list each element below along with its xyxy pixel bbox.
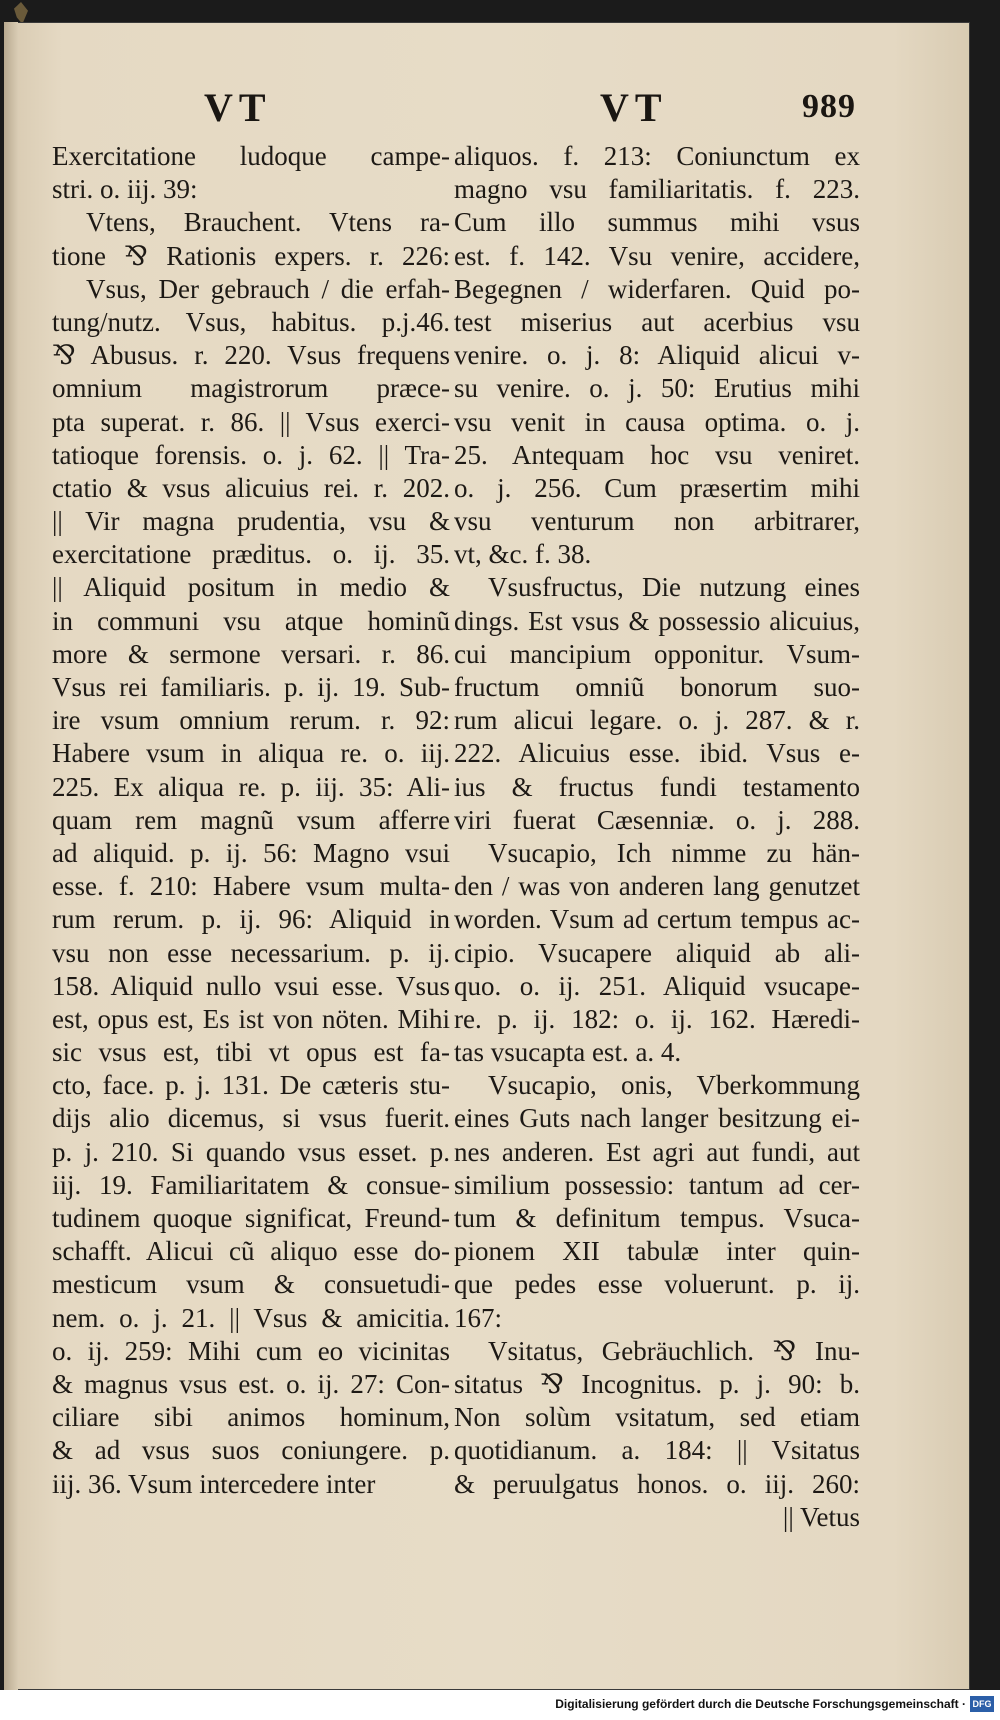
text-line: magno vsu familiaritatis. f. 223. (454, 174, 860, 205)
text-line: rum alicui legare. o. j. 287. & r. (454, 705, 860, 736)
text-line: ad aliquid. p. ij. 56: Magno vsui (52, 837, 450, 868)
text-line: omnium magistrorum præce- (52, 373, 450, 404)
text-line: Vsus rei familiaris. p. ij. 19. Sub- (52, 672, 450, 702)
digitization-footer (0, 1690, 1000, 1720)
text-line: Vsucapio, Ich nimme zu hän- (488, 837, 860, 868)
text-line: aliquos. f. 213: Coniunctum ex (454, 141, 860, 171)
text-line: nem. o. j. 21. || Vsus & amicitia. (52, 1302, 450, 1333)
text-line: que pedes esse voluerunt. p. ij. (454, 1269, 860, 1300)
text-line: Vsusfructus, Die nutzung eines (488, 572, 860, 603)
text-line: sic vsus est, tibi vt opus est fa- (52, 1037, 450, 1068)
text-line: cto, face. p. j. 131. De cæteris stu- (52, 1070, 450, 1101)
text-line: fructum omniũ bonorum suo- (454, 672, 860, 702)
text-line: vt, &c. f. 38. (454, 539, 592, 570)
text-line: Begegnen / widerfaren. Quid po- (454, 273, 860, 304)
right-text-column (454, 140, 860, 1534)
text-line: rum rerum. p. ij. 96: Aliquid in (52, 904, 450, 935)
text-line: eines Guts nach langer besitzung ei- (454, 1103, 860, 1134)
text-line: mesticum vsum & consuetudi- (52, 1269, 450, 1300)
left-running-head: VT (204, 85, 272, 130)
text-line: similium possessio: tantum ad cer- (454, 1169, 860, 1200)
text-line: ⅋ Abusus. r. 220. Vsus frequens (52, 340, 450, 371)
text-line: dijs alio dicemus, si vsus fuerit. (52, 1103, 450, 1134)
text-line: || Aliquid positum in medio & (52, 572, 450, 603)
text-line: tum & definitum tempus. Vsuca- (454, 1203, 860, 1233)
text-line: est, opus est, Es ist von nöten. Mihi (52, 1003, 450, 1034)
text-line: Vtens, Brauchent. Vtens ra- (86, 207, 450, 238)
text-line: den / was von anderen lang genutzet (454, 871, 860, 902)
text-line: test miserius aut acerbius vsu (454, 306, 860, 337)
text-line: ciliare sibi animos hominum, (52, 1402, 450, 1433)
text-line: vsu non esse necessarium. p. ij. (52, 937, 450, 968)
text-line: pta superat. r. 86. || Vsus exerci- (52, 406, 450, 437)
left-text-column (52, 140, 450, 1501)
text-line: viri fuerat Cæsenniæ. o. j. 288. (454, 804, 860, 835)
text-line: & ad vsus suos coniungere. p. (52, 1435, 450, 1466)
text-line: est. f. 142. Vsu venire, accidere, (454, 240, 860, 271)
text-line: tione ⅋ Rationis expers. r. 226: (52, 240, 450, 271)
binding-mark (14, 2, 28, 24)
text-line: Vsus, Der gebrauch / die erfah- (86, 273, 450, 304)
text-line: cui mancipium opponitur. Vsum- (454, 638, 860, 669)
text-line: tudinem quoque significat, Freund- (52, 1203, 450, 1233)
dfg-logo-icon: DFG (970, 1696, 994, 1712)
text-line: worden. Vsum ad certum tempus ac- (454, 904, 860, 935)
text-line: Cum illo summus mihi vsus (454, 207, 860, 238)
text-line: || Vir magna prudentia, vsu & (52, 506, 450, 537)
text-line: iij. 36. Vsum intercedere inter (52, 1468, 376, 1499)
text-line: quam rem magnũ vsum afferre (52, 804, 450, 835)
text-line: tatioque forensis. o. j. 62. || Tra- (52, 439, 450, 470)
text-line: Vsucapio, onis, Vberkommung (488, 1070, 860, 1101)
center-running-head: VT (600, 85, 668, 130)
text-line: vsu venturum non arbitrarer, (454, 506, 860, 537)
text-line: dings. Est vsus & possessio alicuius, (454, 605, 860, 636)
text-line: p. j. 210. Si quando vsus esset. p. (52, 1136, 450, 1167)
text-line: venire. o. j. 8: Aliquid alicui v- (454, 340, 860, 371)
text-line: & magnus vsus est. o. ij. 27: Con- (52, 1368, 450, 1399)
funding-credit: Digitalisierung gefördert durch die Deutsche Forschungsgemeinschaft · (555, 1697, 966, 1711)
running-header (4, 84, 970, 134)
text-line: 167: (454, 1302, 503, 1333)
text-line: exercitatione præditus. o. ij. 35. (52, 539, 450, 570)
text-line: 158. Aliquid nullo vsui esse. Vsus (52, 970, 450, 1001)
text-line: nes anderen. Est agri aut fundi, aut (454, 1136, 860, 1167)
text-line: ius & fructus fundi testamento (454, 771, 860, 802)
text-line: esse. f. 210: Habere vsum multa- (52, 871, 450, 902)
text-line: Non solùm vsitatum, sed etiam (454, 1402, 860, 1433)
text-line: vsu venit in causa optima. o. j. (454, 406, 860, 437)
text-line: Exercitatione ludoque campe- (52, 141, 450, 171)
text-line: stri. o. iij. 39: (52, 174, 198, 205)
text-line: schafft. Alicui cũ aliquo esse do- (52, 1236, 450, 1267)
text-line: tung/nutz. Vsus, habitus. p.j.46. (52, 306, 450, 337)
text-line: su venire. o. j. 50: Erutius mihi (454, 373, 860, 404)
text-line: Vsitatus, Gebräuchlich. ⅋ Inu- (488, 1335, 860, 1366)
text-line: iij. 19. Familiaritatem & consue- (52, 1169, 450, 1200)
text-line: ire vsum omnium rerum. r. 92: (52, 705, 450, 736)
text-line: ctatio & vsus alicuius rei. r. 202. (52, 472, 450, 503)
text-line: 25. Antequam hoc vsu veniret. (454, 439, 860, 470)
text-line: more & sermone versari. r. 86. (52, 638, 450, 669)
text-line: sitatus ⅋ Incognitus. p. j. 90: b. (454, 1368, 860, 1399)
text-line: 225. Ex aliqua re. p. iij. 35: Ali- (52, 771, 450, 802)
text-line: o. j. 256. Cum præsertim mihi (454, 472, 860, 503)
text-line: in communi vsu atque hominũ (52, 605, 450, 636)
text-line: o. ij. 259: Mihi cum eo vicinitas (52, 1335, 450, 1366)
text-line: cipio. Vsucapere aliquid ab ali- (454, 937, 860, 968)
text-line: 222. Alicuius esse. ibid. Vsus e- (454, 738, 860, 769)
text-line: quotidianum. a. 184: || Vsitatus (454, 1435, 860, 1466)
text-line: Habere vsum in aliqua re. o. iij. (52, 738, 450, 769)
page-number: 989 (802, 88, 856, 125)
text-line: re. p. ij. 182: o. ij. 162. Hæredi- (454, 1003, 860, 1034)
text-line: || Vetus (782, 1501, 860, 1532)
text-line: quo. o. ij. 251. Aliquid vsucape- (454, 970, 860, 1001)
book-page (4, 22, 970, 1690)
text-line: & peruulgatus honos. o. iij. 260: (454, 1468, 860, 1499)
text-line: tas vsucapta est. a. 4. (454, 1037, 682, 1068)
page-gutter (4, 22, 18, 1690)
text-line: pionem XII tabulæ inter quin- (454, 1236, 860, 1267)
